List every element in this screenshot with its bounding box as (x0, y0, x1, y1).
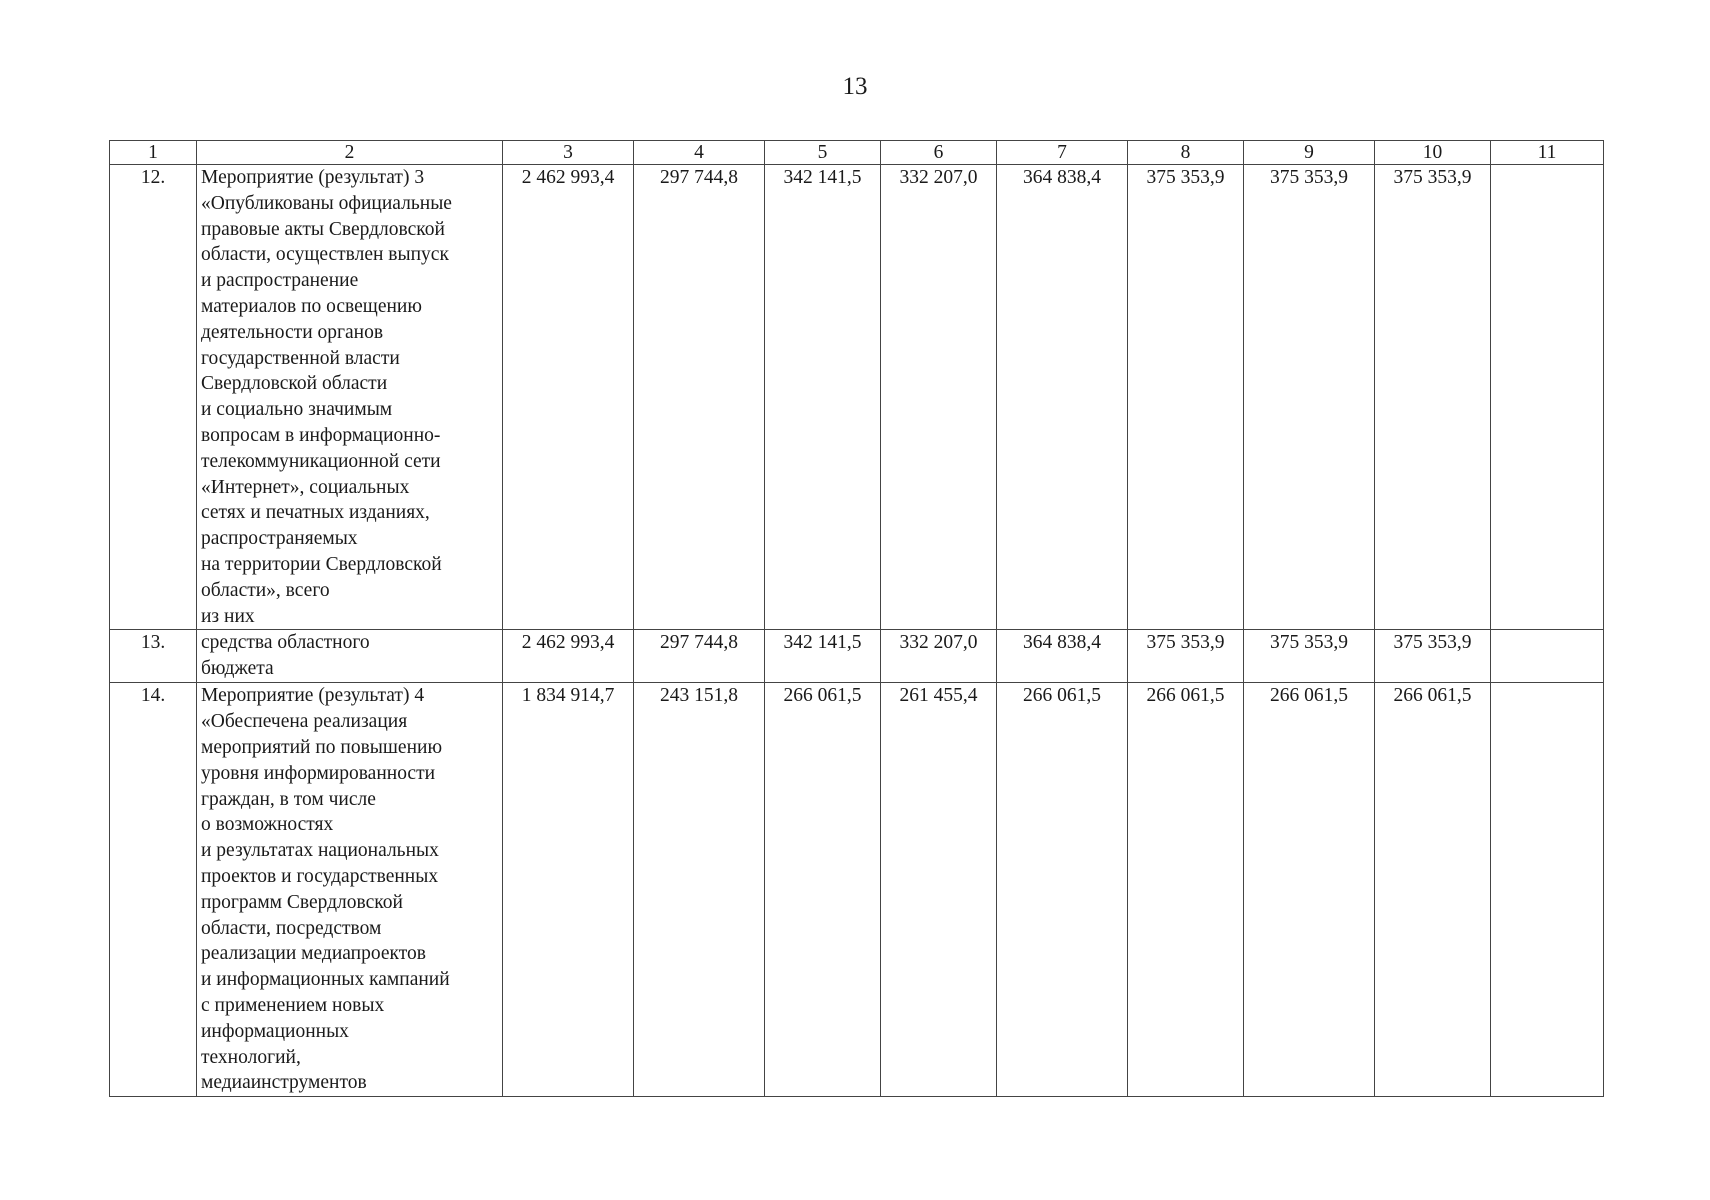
cell-value: 2 462 993,4 (503, 630, 634, 683)
cell-value: 364 838,4 (997, 165, 1128, 630)
cell-value: 342 141,5 (765, 630, 881, 683)
cell-value: 297 744,8 (634, 630, 765, 683)
table-header-row (110, 141, 1604, 165)
row-number: 13. (110, 630, 197, 683)
cell-value (1491, 630, 1604, 683)
table-row (110, 165, 1604, 630)
cell-value: 375 353,9 (1375, 630, 1491, 683)
cell-value: 375 353,9 (1128, 630, 1244, 683)
column-header: 10 (1375, 141, 1491, 165)
table-row (110, 683, 1604, 1097)
column-header: 4 (634, 141, 765, 165)
cell-value: 1 834 914,7 (503, 683, 634, 1097)
table-row (110, 630, 1604, 683)
cell-value: 375 353,9 (1128, 165, 1244, 630)
cell-value: 364 838,4 (997, 630, 1128, 683)
cell-value (1491, 165, 1604, 630)
row-description: средства областного бюджета (197, 630, 503, 683)
cell-value (1491, 683, 1604, 1097)
budget-table (109, 140, 1604, 1097)
row-number: 14. (110, 683, 197, 1097)
column-header: 5 (765, 141, 881, 165)
cell-value: 266 061,5 (1128, 683, 1244, 1097)
column-header: 2 (197, 141, 503, 165)
column-header: 6 (881, 141, 997, 165)
cell-value: 266 061,5 (1375, 683, 1491, 1097)
column-header: 7 (997, 141, 1128, 165)
cell-value: 266 061,5 (1244, 683, 1375, 1097)
cell-value: 332 207,0 (881, 630, 997, 683)
column-header: 11 (1491, 141, 1604, 165)
cell-value: 266 061,5 (997, 683, 1128, 1097)
row-number: 12. (110, 165, 197, 630)
cell-value: 375 353,9 (1244, 165, 1375, 630)
cell-value: 297 744,8 (634, 165, 765, 630)
cell-value: 266 061,5 (765, 683, 881, 1097)
cell-value: 375 353,9 (1244, 630, 1375, 683)
cell-value: 375 353,9 (1375, 165, 1491, 630)
cell-value: 2 462 993,4 (503, 165, 634, 630)
cell-value: 261 455,4 (881, 683, 997, 1097)
column-header: 9 (1244, 141, 1375, 165)
row-description: Мероприятие (результат) 4 «Обеспечена реализация мероприятий по повышению уровня информированности граждан, в том числе о возможностях и результатах национальных проектов и государственных программ Свердловской области, посредством реализации медиапроектов и информационных кампаний с применением новых информационных технологий, медиаинструментов (197, 683, 503, 1097)
column-header: 8 (1128, 141, 1244, 165)
cell-value: 243 151,8 (634, 683, 765, 1097)
cell-value: 342 141,5 (765, 165, 881, 630)
column-header: 1 (110, 141, 197, 165)
cell-value: 332 207,0 (881, 165, 997, 630)
page-number: 13 (842, 73, 868, 100)
row-description: Мероприятие (результат) 3 «Опубликованы официальные правовые акты Свердловской области, осуществлен выпуск и распространение материалов по освещению деятельности органов государственной власти Свердловской области и социально значимым вопросам в информационно- телекоммуникационной сети «Интернет», социальных сетях и печатных изданиях, распространяемых на территории Свердловской области», всего из них (197, 165, 503, 630)
column-header: 3 (503, 141, 634, 165)
